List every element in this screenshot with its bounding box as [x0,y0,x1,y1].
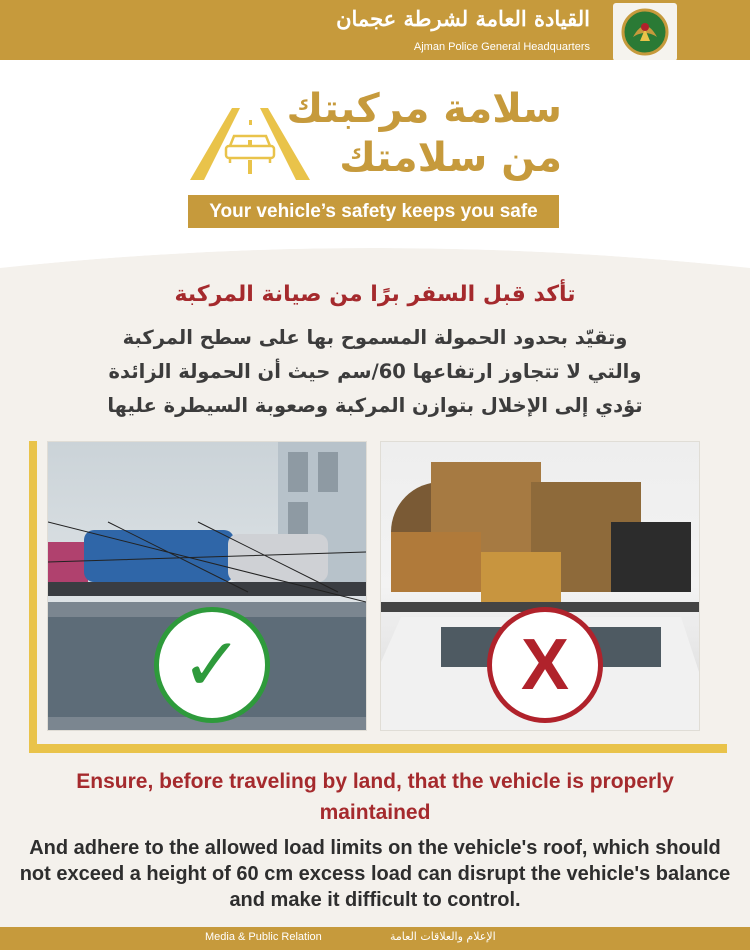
arabic-paragraph-line: تؤدي إلى الإخلال بتوازن المركبة وصعوبة السيطرة عليها [107,394,643,417]
english-heading: Ensure, before traveling by land, that the vehicle is properly maintained [76,770,674,824]
wrong-load-photo [380,441,700,731]
campaign-title-line1: سلامة مركبتك [286,86,562,132]
english-paragraph: And adhere to the allowed load limits on the vehicle's roof, which should not exceed a height of 60 cm excess load can disrupt the vehicle's balance and make it difficult to control. [19,837,731,911]
wrong-badge [487,607,603,723]
police-emblem-logo [613,3,677,61]
org-name-arabic: القيادة العامة لشرطة عجمان [336,6,590,31]
checkmark-icon: ✓ [180,622,243,708]
arabic-paragraph-line: وتقيّد بحدود الحمولة المسموح بها على سطح المركبة [122,326,628,349]
footer-department-arabic: الإعلام والعلاقات العامة [390,930,496,943]
campaign-title-line2: من سلامتك [339,135,562,181]
correct-badge [154,607,270,723]
curved-divider [0,228,750,288]
footer-bar [0,927,750,950]
arabic-paragraph-line: والتي لا تتجاوز ارتفاعها 60/سم حيث أن الحمولة الزائدة [108,360,642,383]
cross-icon: X [520,625,570,705]
correct-load-photo [47,441,367,731]
frame-accent-left [29,441,37,753]
footer-department-english: Media & Public Relation [205,931,322,943]
frame-accent-bottom [29,744,727,753]
org-name-english: Ajman Police General Headquarters [413,41,590,53]
campaign-slogan: Your vehicle’s safety keeps you safe [188,195,559,228]
arabic-heading: تأكد قبل السفر برًا من صيانة المركبة [174,282,576,307]
